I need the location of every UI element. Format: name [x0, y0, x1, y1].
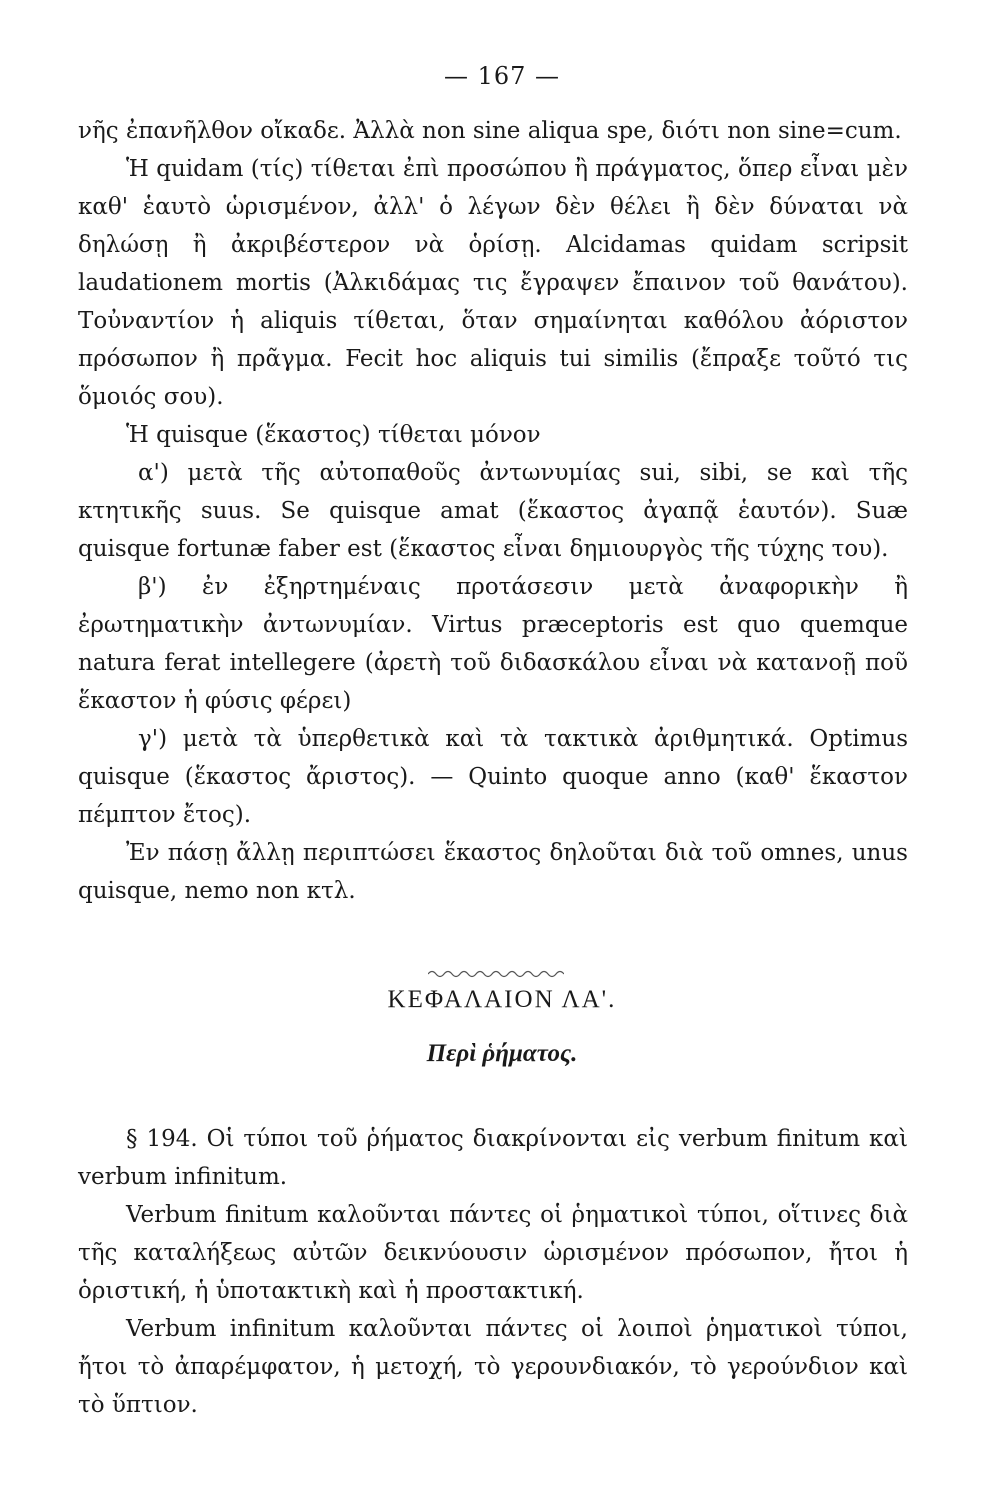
chapter-title: ΚΕΦΑΛΑΙΟΝ ΛΑ'. — [387, 986, 617, 1013]
paragraph-other-cases: Ἐν πάσῃ ἄλλῃ περιπτώσει ἕκαστος δηλοῦται διὰ τοῦ omnes, unus quisque, nemo non κτλ. — [78, 840, 908, 904]
paragraph-continuation: νῆς ἐπανῆλθον οἴκαδε. Ἀλλὰ non sine aliqua spe, διότι non sine=cum. — [78, 118, 902, 144]
chapter-subtitle: Περὶ ῥήματος. — [426, 1040, 578, 1067]
paragraph-quisque: Ἡ quisque (ἕκαστος) τίθεται μόνον — [126, 422, 541, 448]
paragraph-section-194: § 194. Οἱ τύποι τοῦ ῥήματος διακρίνονται εἰς verbum finitum καὶ verbum infinitum. — [78, 1126, 908, 1190]
paragraph-beta: β') ἐν ἐξηρτημέναις προτάσεσιν μετὰ ἀναφορικὴν ἢ ἐρωτηματικὴν ἀντωνυμίαν. Virtus præceptoris est quo quemque natura ferat intellegere (ἀρετὴ τοῦ διδασκάλου εἶναι νὰ κατανοῇ ποῦ ἕκαστον ἡ φύσις φέρει) — [78, 574, 908, 714]
bottom-text-block — [78, 1120, 908, 1424]
page-number: — 167 — — [443, 62, 561, 90]
paragraph-verbum-finitum: Verbum finitum καλοῦνται πάντες οἱ ῥηματικοὶ τύποι, οἵτινες διὰ τῆς καταλήξεως αὐτῶν δεικνύουσιν ὡρισμένον πρόσωπον, ἤτοι ἡ ὁριστική, ἡ ὑποτακτικὴ καὶ ἡ προστακτική. — [78, 1202, 908, 1304]
paragraph-gamma: γ') μετὰ τὰ ὑπερθετικὰ καὶ τὰ τακτικὰ ἀριθμητικά. Optimus quisque (ἕκαστος ἄριστος). — Quinto quoque anno (καθ' ἕκαστον πέμπτον ἔτος). — [78, 726, 908, 828]
paragraph-alpha: α') μετὰ τῆς αὐτοπαθοῦς ἀντωνυμίας sui, sibi, se καὶ τῆς κτητικῆς suus. Se quisque amat (ἕκαστος ἀγαπᾷ ἑαυτόν). Suæ quisque fortunæ faber est (ἕκαστος εἶναι δημιουργὸς τῆς τύχης του). — [78, 460, 908, 562]
wavy-divider — [428, 968, 564, 980]
paragraph-verbum-infinitum: Verbum infinitum καλοῦνται πάντες οἱ λοιποὶ ῥηματικοὶ τύποι, ἤτοι τὸ ἀπαρέμφατον, ἡ μετοχή, τὸ γερουνδιακόν, τὸ γερούνδιον καὶ τὸ ὕπτιον. — [78, 1316, 908, 1418]
top-text-block — [78, 112, 908, 910]
paragraph-quidam: Ἡ quidam (τίς) τίθεται ἐπὶ προσώπου ἢ πράγματος, ὅπερ εἶναι μὲν καθ' ἑαυτὸ ὡρισμένον, ἀλλ' ὁ λέγων δὲν θέλει ἢ δὲν δύναται νὰ δηλώσῃ ἢ ἀκριβέστερον νὰ ὁρίσῃ. Alcidamas quidam scripsit laudationem mortis (Ἀλκιδάμας τις ἔγραψεν ἔπαινον τοῦ θανάτου). Τοὐναντίον ἡ aliquis τίθεται, ὅταν σημαίνηται καθόλου ἀόριστον πρόσωπον ἢ πρᾶγμα. Fecit hoc aliquis tui similis (ἔπραξε τοῦτό τις ὅμοιός σου). — [78, 156, 908, 410]
